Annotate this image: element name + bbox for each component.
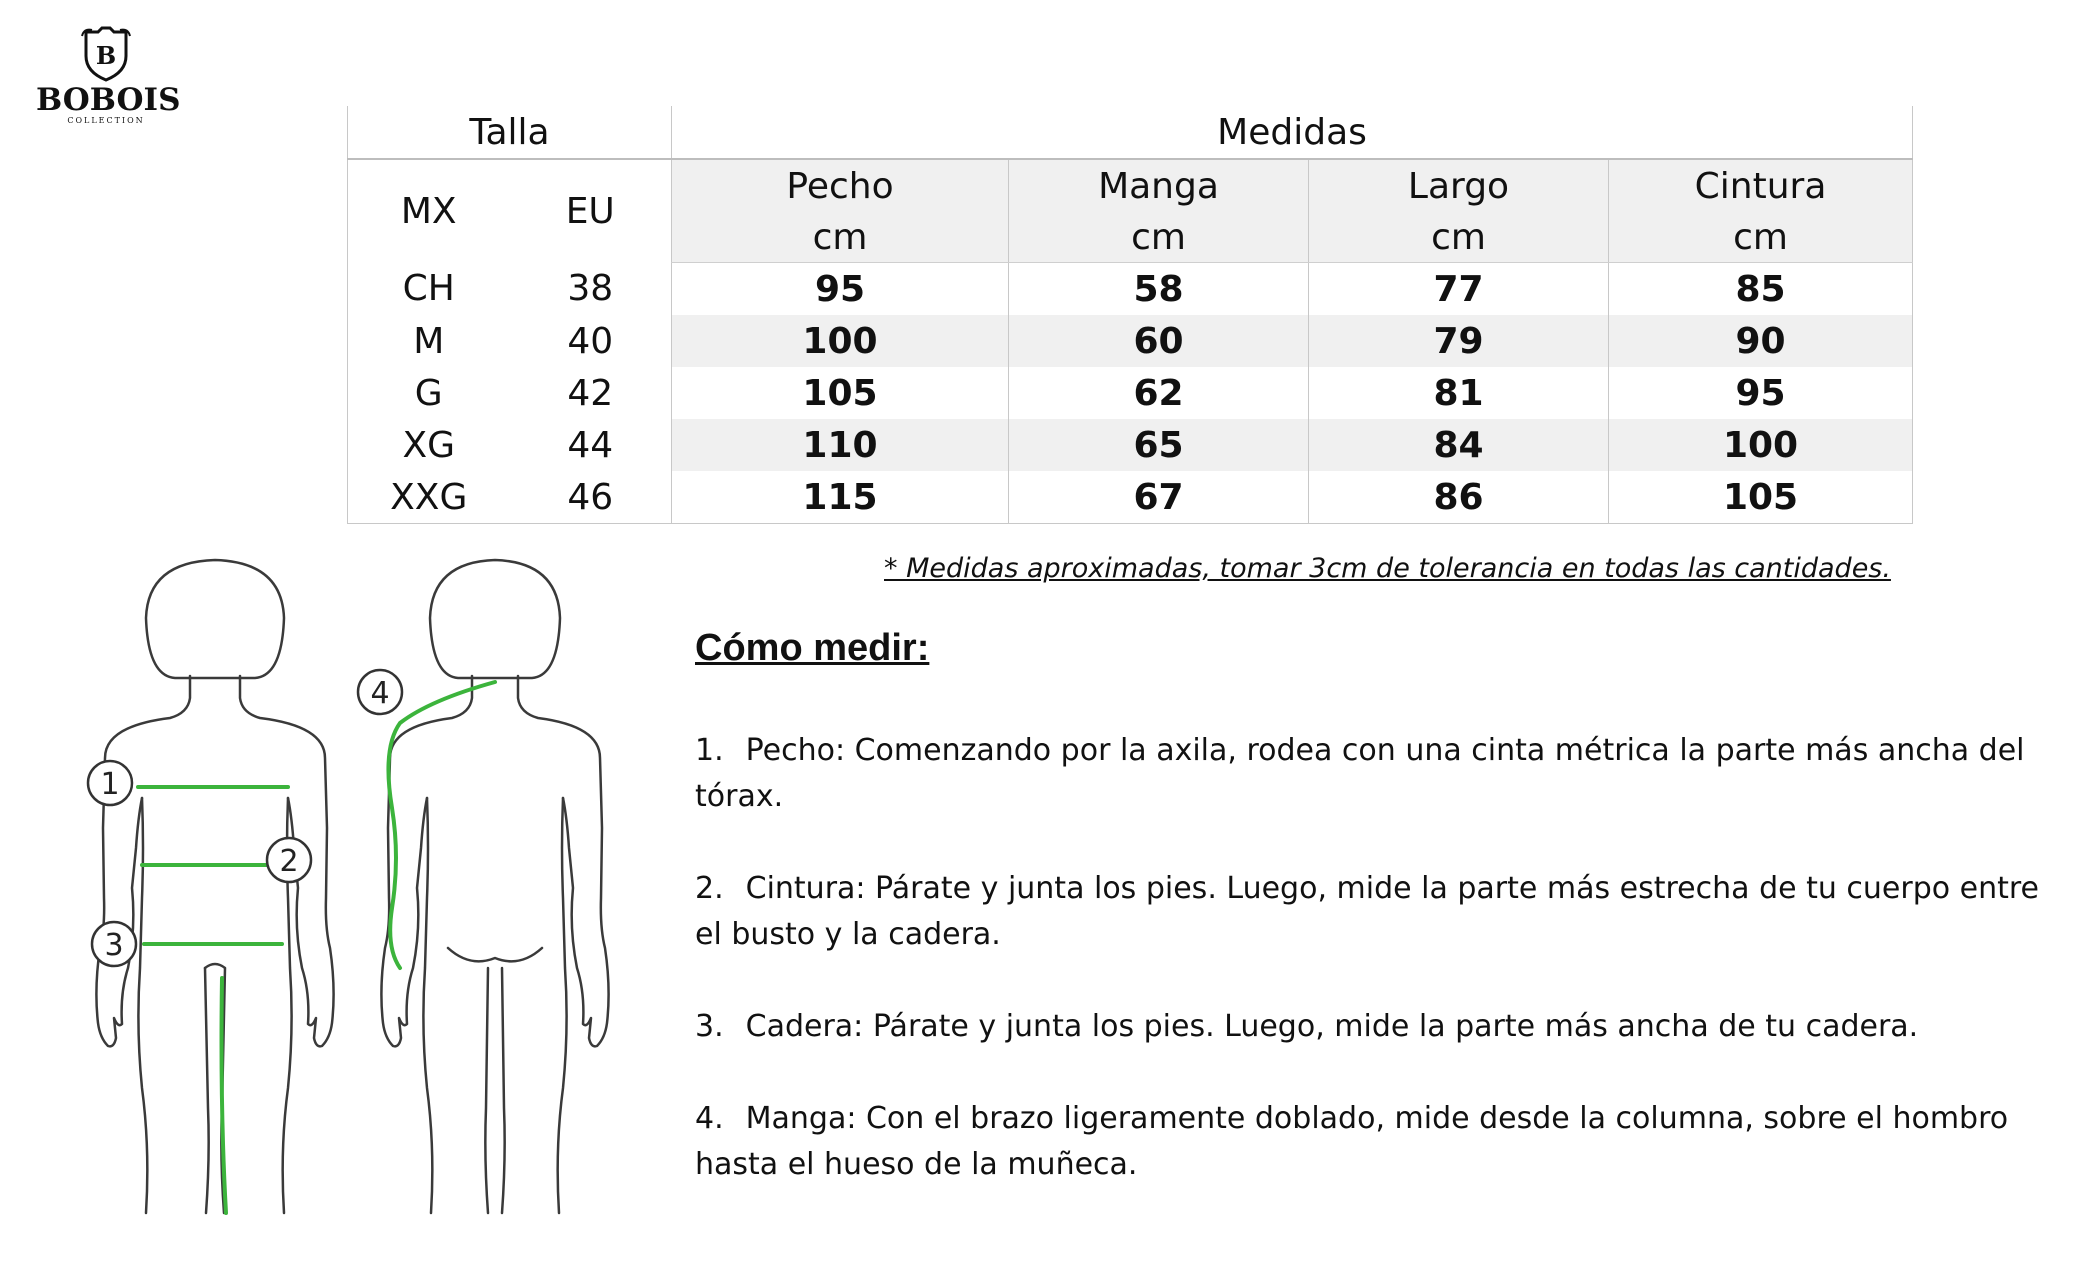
table-row	[348, 263, 1913, 316]
size-mx: XXG	[348, 471, 510, 524]
pecho-value: 95	[672, 263, 1009, 316]
largo-value: 79	[1309, 315, 1609, 367]
pecho-value: 105	[672, 367, 1009, 419]
manga-unit: cm	[1009, 212, 1309, 263]
step-item	[695, 728, 2055, 820]
manga-value: 65	[1009, 419, 1309, 471]
size-table	[347, 106, 1913, 524]
step-text: Pecho: Comenzando por la axila, rodea con una cinta métrica la parte más ancha del tórax.	[695, 733, 2025, 814]
step-number: 3.	[695, 1009, 724, 1044]
marker-3-label: 3	[104, 928, 124, 963]
table-row	[348, 471, 1913, 524]
step-number: 4.	[695, 1101, 724, 1136]
largo-value: 81	[1309, 367, 1609, 419]
marker-3	[92, 922, 136, 966]
cintura-value: 85	[1609, 263, 1913, 316]
size-mx: M	[348, 315, 510, 367]
howto-steps	[695, 728, 2055, 1234]
table-row	[348, 367, 1913, 419]
largo-value: 86	[1309, 471, 1609, 524]
step-number: 2.	[695, 871, 724, 906]
howto-title: Cómo medir:	[695, 627, 930, 669]
size-mx: G	[348, 367, 510, 419]
table-column-header-row	[348, 159, 1913, 212]
pecho-value: 110	[672, 419, 1009, 471]
size-mx: CH	[348, 263, 510, 316]
marker-1-label: 1	[100, 767, 120, 802]
tolerance-note: * Medidas aproximadas, tomar 3cm de tolerancia en todas las cantidades.	[884, 553, 1891, 584]
marker-4	[358, 670, 402, 714]
size-eu: 42	[567, 372, 614, 414]
crest-letter: B	[95, 41, 117, 70]
table-row	[348, 315, 1913, 367]
cintura-value: 105	[1609, 471, 1913, 524]
marker-2-label: 2	[279, 844, 299, 879]
marker-4-label: 4	[370, 676, 390, 711]
marker-1	[88, 761, 132, 805]
step-text: Cintura: Párate y junta los pies. Luego, mide la parte más estrecha de tu cuerpo entre el busto y la cadera.	[695, 871, 2040, 952]
front-body-figure	[96, 560, 333, 1213]
eu-column-header: EU	[565, 190, 615, 232]
table-group-header-row	[348, 106, 1913, 159]
body-measurement-figures	[70, 548, 670, 1218]
back-body-figure	[381, 560, 608, 1213]
largo-value: 77	[1309, 263, 1609, 316]
cintura-value: 100	[1609, 419, 1913, 471]
table-row	[348, 419, 1913, 471]
cintura-value: 90	[1609, 315, 1913, 367]
manga-value: 60	[1009, 315, 1309, 367]
largo-unit: cm	[1309, 212, 1609, 263]
mx-column-header: MX	[348, 159, 510, 263]
manga-value: 58	[1009, 263, 1309, 316]
pecho-column-header: Pecho	[672, 159, 1009, 212]
step-item	[695, 1096, 2055, 1188]
size-eu: 46	[510, 471, 672, 524]
largo-column-header: Largo	[1309, 159, 1609, 212]
pecho-unit: cm	[672, 212, 1009, 263]
brand-subtitle: COLLECTION	[67, 116, 145, 125]
largo-value: 84	[1309, 419, 1609, 471]
size-eu: 44	[567, 424, 614, 466]
step-text: Cadera: Párate y junta los pies. Luego, mide la parte más ancha de tu cadera.	[745, 1009, 1919, 1044]
pecho-value: 115	[672, 471, 1009, 524]
pecho-value: 100	[672, 315, 1009, 367]
step-item	[695, 866, 2055, 958]
marker-2	[267, 838, 311, 882]
brand-name: BOBOIS	[36, 82, 181, 118]
manga-value: 62	[1009, 367, 1309, 419]
manga-column-header: Manga	[1009, 159, 1309, 212]
crest-icon	[80, 26, 132, 82]
step-item	[695, 1004, 2055, 1050]
cintura-unit: cm	[1609, 212, 1913, 263]
step-text: Manga: Con el brazo ligeramente doblado, mide desde la columna, sobre el hombro hasta el hueso de la muñeca.	[695, 1101, 2009, 1182]
manga-value: 67	[1009, 471, 1309, 524]
sleeve-measure-line	[388, 682, 495, 968]
size-mx: XG	[348, 419, 510, 471]
step-number: 1.	[695, 733, 724, 768]
talla-group-header: Talla	[348, 106, 672, 159]
size-eu: 40	[567, 320, 614, 362]
medidas-group-header: Medidas	[672, 106, 1913, 159]
cintura-column-header: Cintura	[1609, 159, 1913, 212]
size-eu: 38	[567, 268, 614, 310]
cintura-value: 95	[1609, 367, 1913, 419]
brand-logo	[36, 26, 181, 125]
